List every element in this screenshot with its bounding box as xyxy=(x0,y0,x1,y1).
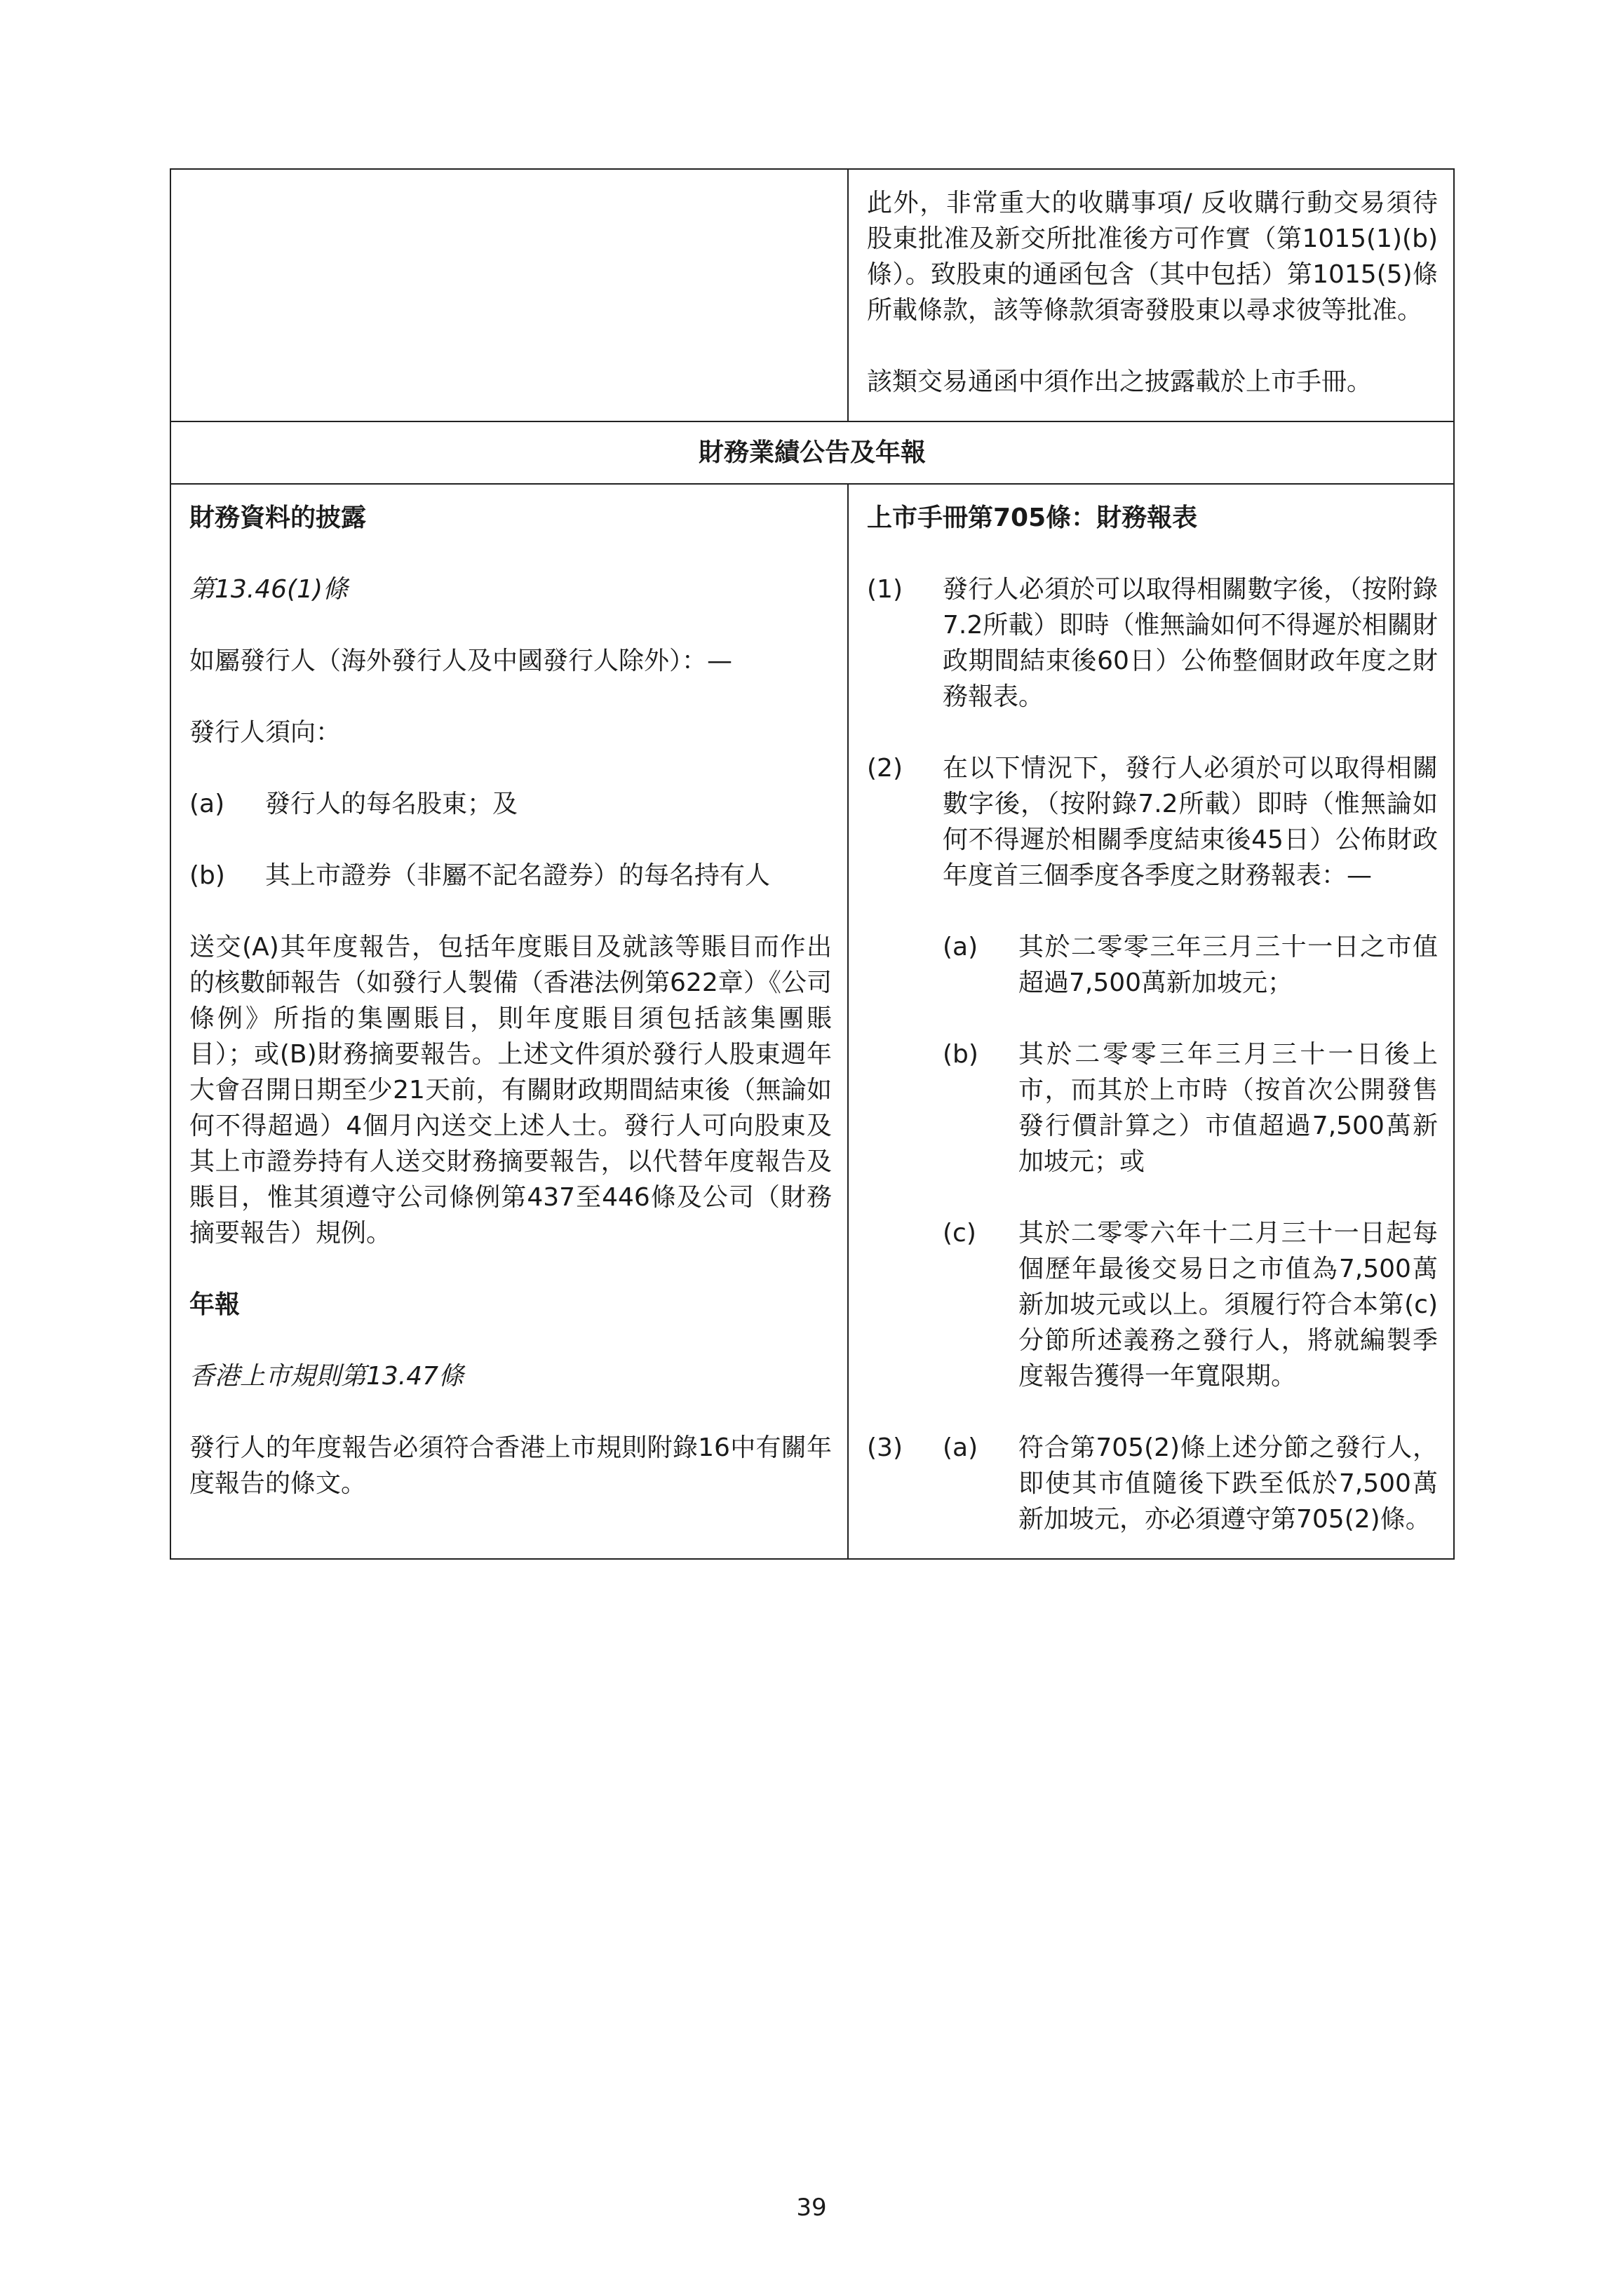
item-text: 其於二零零三年三月三十一日之市值超過7,500萬新加坡元； xyxy=(1018,933,1438,997)
item-label: (3) xyxy=(867,1433,903,1462)
table-row xyxy=(170,484,1454,1559)
paragraph: 發行人的年度報告必須符合香港上市規則附錄16中有關年度報告的條文。 xyxy=(189,1433,832,1498)
rule-reference: 第13.46(1)條 xyxy=(189,575,349,604)
item-label: (2) xyxy=(867,754,903,783)
item-text: 其上市證券（非屬不記名證券）的每名持有人 xyxy=(265,861,771,890)
rule-reference: 香港上市規則第13.47條 xyxy=(189,1362,464,1391)
sub-list-item xyxy=(943,929,1438,1001)
list-item xyxy=(189,858,832,893)
paragraph: 發行人須向： xyxy=(189,718,342,747)
paragraph: 該類交易通函中須作出之披露載於上市手冊。 xyxy=(867,367,1373,396)
list-item xyxy=(867,1430,1438,1537)
section-title: 財務業績公告及年報 xyxy=(170,421,1454,484)
list-item xyxy=(189,786,832,822)
left-column xyxy=(170,484,848,1559)
item-label: (c) xyxy=(943,1219,976,1248)
list-item xyxy=(867,750,1438,893)
item-label: (1) xyxy=(867,575,903,604)
content-table xyxy=(170,168,1455,1560)
item-label: (b) xyxy=(189,861,225,890)
item-text: 其於二零零六年十二月三十一日起每個歷年最後交易日之市值為7,500萬新加坡元或以上。須履行符合本第(c)分節所述義務之發行人，將就編製季度報告獲得一年寬限期。 xyxy=(1018,1219,1438,1391)
item-text: 符合第705(2)條上述分節之發行人，即使其市值隨後下跌至低於7,500萬新加坡元，亦必須遵守第705(2)條。 xyxy=(1018,1433,1438,1534)
list-item xyxy=(867,572,1438,715)
table-row xyxy=(170,421,1454,484)
item-text: 發行人必須於可以取得相關數字後，（按附錄7.2所載）即時（惟無論如何不得遲於相關財政期間結束後60日）公佈整個財政年度之財務報表。 xyxy=(943,575,1438,711)
item-label: (a) xyxy=(943,933,978,961)
top-right-cell xyxy=(848,169,1454,421)
item-text: 在以下情況下，發行人必須於可以取得相關數字後，（按附錄7.2所載）即時（惟無論如何不得遲於相關季度結束後45日）公佈財政年度首三個季度各季度之財務報表：— xyxy=(943,754,1438,890)
sub-list-item xyxy=(943,1215,1438,1394)
section-heading: 年報 xyxy=(189,1290,241,1319)
page-number: 39 xyxy=(796,2194,827,2222)
right-column xyxy=(848,484,1454,1559)
section-heading: 上市手冊第705條：財務報表 xyxy=(867,504,1198,532)
item-label: (b) xyxy=(943,1040,978,1069)
table-row xyxy=(170,169,1454,421)
item-text: 發行人的每名股東；及 xyxy=(265,790,518,818)
paragraph: 此外，非常重大的收購事項/ 反收購行動交易須待股東批准及新交所批准後方可作實（第1015(1)(b)條）。致股東的通函包含（其中包括）第1015(5)條所載條款，該等條款須寄發股東以尋求彼等批准。 xyxy=(867,189,1438,325)
item-text: 其於二零零三年三月三十一日後上市，而其於上市時（按首次公開發售發行價計算之）市值超過7,500萬新加坡元；或 xyxy=(1018,1040,1438,1176)
section-heading: 財務資料的披露 xyxy=(189,504,367,532)
paragraph: 送交(A)其年度報告，包括年度賬目及就該等賬目而作出的核數師報告（如發行人製備（香港法例第622章）《公司條例》所指的集團賬目，則年度賬目須包括該集團賬目）；或(B)財務摘要報告。上述文件須於發行人股東週年大會召開日期至少21天前，有關財政期間結束後（無論如何不得超過）4個月內送交上述人士。發行人可向股東及其上市證券持有人送交財務摘要報告，以代替年度報告及賬目，惟其須遵守公司條例第437至446條及公司（財務摘要報告）規例。 xyxy=(189,933,832,1248)
item-label: (a) xyxy=(189,790,225,818)
empty-cell xyxy=(170,169,848,421)
sub-item-label: (a) xyxy=(943,1433,978,1462)
paragraph: 如屬發行人（海外發行人及中國發行人除外）：— xyxy=(189,647,733,675)
sub-list-item xyxy=(943,1036,1438,1180)
